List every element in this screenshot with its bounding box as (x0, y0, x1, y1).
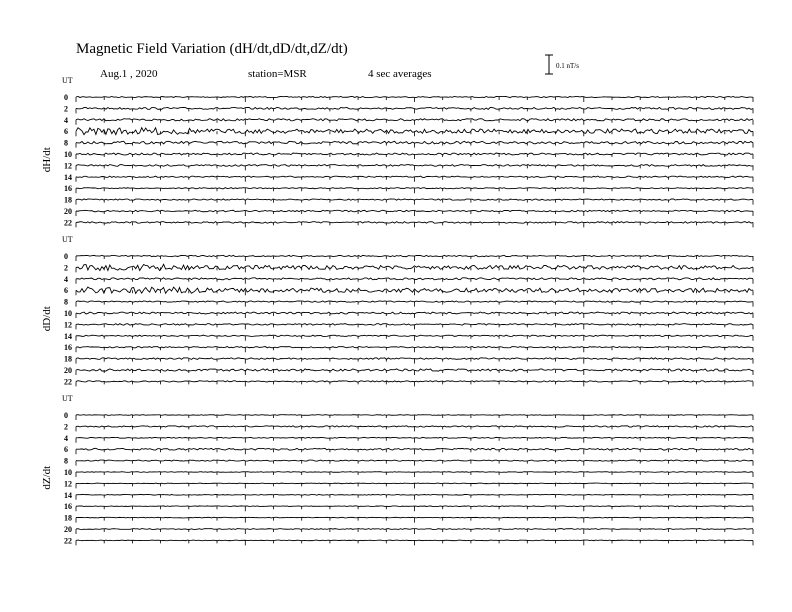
dz-trace-12 (76, 483, 753, 484)
dz-trace-0 (76, 415, 753, 416)
dz-row-label-4: 4 (64, 433, 68, 443)
panels-group (41, 76, 753, 545)
dd-row-label-22: 22 (64, 377, 72, 387)
dh-row-label-0: 0 (64, 93, 68, 102)
dh-row-ticks-12 (76, 165, 753, 170)
dh-row-label-14: 14 (64, 172, 72, 182)
dh-trace-14 (76, 176, 753, 177)
dd-row-label-14: 14 (64, 331, 72, 341)
dh-trace-0 (76, 96, 753, 97)
dz-row-ticks-2 (76, 426, 753, 431)
dd-row-label-2: 2 (64, 263, 68, 273)
dz-row-label-18: 18 (64, 513, 72, 523)
dh-row-label-2: 2 (64, 104, 68, 114)
dd-trace-22 (76, 381, 753, 382)
dz-trace-8 (76, 460, 753, 461)
dd-row-label-20: 20 (64, 366, 72, 375)
dz-trace-22 (76, 540, 753, 541)
dz-row-ticks-0 (76, 415, 753, 420)
dd-row-label-16: 16 (64, 343, 72, 353)
dh-trace-2 (76, 107, 753, 109)
dz-row-ticks-10 (76, 472, 753, 477)
averaging-label: 4 sec averages (368, 68, 432, 80)
dz-row-ticks-4 (76, 438, 753, 443)
dd-row-ticks-20 (76, 370, 753, 375)
dd-row-label-18: 18 (64, 354, 72, 364)
dh-row-label-22: 22 (64, 218, 72, 228)
dh-row-label-12: 12 (64, 161, 72, 171)
scale-bar-label: 0.1 nT/s (556, 62, 579, 70)
dh-row-label-6: 6 (64, 127, 68, 137)
dz-ut-label: UT (62, 394, 73, 403)
dz-row-label-0: 0 (64, 411, 68, 420)
dh-row-label-20: 20 (64, 207, 72, 216)
dd-row-label-6: 6 (64, 286, 68, 296)
dd-trace-8 (76, 301, 753, 302)
dz-row-label-8: 8 (64, 456, 68, 466)
dh-axis-label: dH/dt (41, 147, 53, 173)
dz-trace-10 (76, 472, 753, 473)
dh-row-label-10: 10 (64, 150, 72, 159)
dz-row-label-14: 14 (64, 490, 72, 500)
dh-trace-18 (76, 199, 753, 200)
dh-row-ticks-16 (76, 188, 753, 193)
dz-trace-4 (76, 437, 753, 438)
dd-trace-0 (76, 255, 753, 256)
dd-row-label-10: 10 (64, 309, 72, 318)
station-label: station=MSR (248, 68, 307, 80)
dz-row-ticks-8 (76, 461, 753, 466)
dz-row-ticks-16 (76, 506, 753, 511)
dh-ut-label: UT (62, 76, 73, 85)
chart-title: Magnetic Field Variation (dH/dt,dD/dt,dZ/dt) (76, 41, 348, 57)
dd-row-label-4: 4 (64, 274, 68, 284)
dd-row-ticks-18 (76, 359, 753, 364)
dz-row-label-2: 2 (64, 422, 68, 432)
dd-trace-4 (76, 278, 753, 280)
dz-trace-18 (76, 517, 753, 518)
dz-row-label-20: 20 (64, 525, 72, 534)
dz-row-label-6: 6 (64, 445, 68, 455)
date-label: Aug.1 , 2020 (100, 68, 158, 80)
dd-row-label-12: 12 (64, 320, 72, 330)
dd-axis-label: dD/dt (41, 306, 53, 332)
dd-ut-label: UT (62, 235, 73, 244)
dz-row-label-12: 12 (64, 479, 72, 489)
dh-trace-8 (76, 141, 753, 144)
dz-row-ticks-12 (76, 483, 753, 488)
dz-row-ticks-18 (76, 518, 753, 523)
dz-axis-label: dZ/dt (41, 465, 53, 490)
dh-trace-4 (76, 119, 753, 121)
dz-row-label-16: 16 (64, 502, 72, 512)
dz-row-ticks-6 (76, 449, 753, 454)
dh-row-ticks-22 (76, 222, 753, 227)
dd-row-label-8: 8 (64, 297, 68, 307)
dz-row-label-22: 22 (64, 536, 72, 546)
dz-trace-16 (76, 506, 753, 507)
dh-row-label-4: 4 (64, 115, 68, 125)
dh-trace-10 (76, 153, 753, 155)
dh-row-label-8: 8 (64, 138, 68, 148)
dz-trace-2 (76, 426, 753, 427)
dz-row-ticks-20 (76, 529, 753, 534)
dh-row-label-16: 16 (64, 184, 72, 194)
dz-row-label-10: 10 (64, 468, 72, 477)
dd-trace-16 (76, 347, 753, 348)
scale-bar (545, 55, 553, 74)
dz-row-ticks-22 (76, 540, 753, 545)
dd-row-label-0: 0 (64, 252, 68, 261)
dh-row-label-18: 18 (64, 195, 72, 205)
dz-trace-14 (76, 494, 753, 495)
